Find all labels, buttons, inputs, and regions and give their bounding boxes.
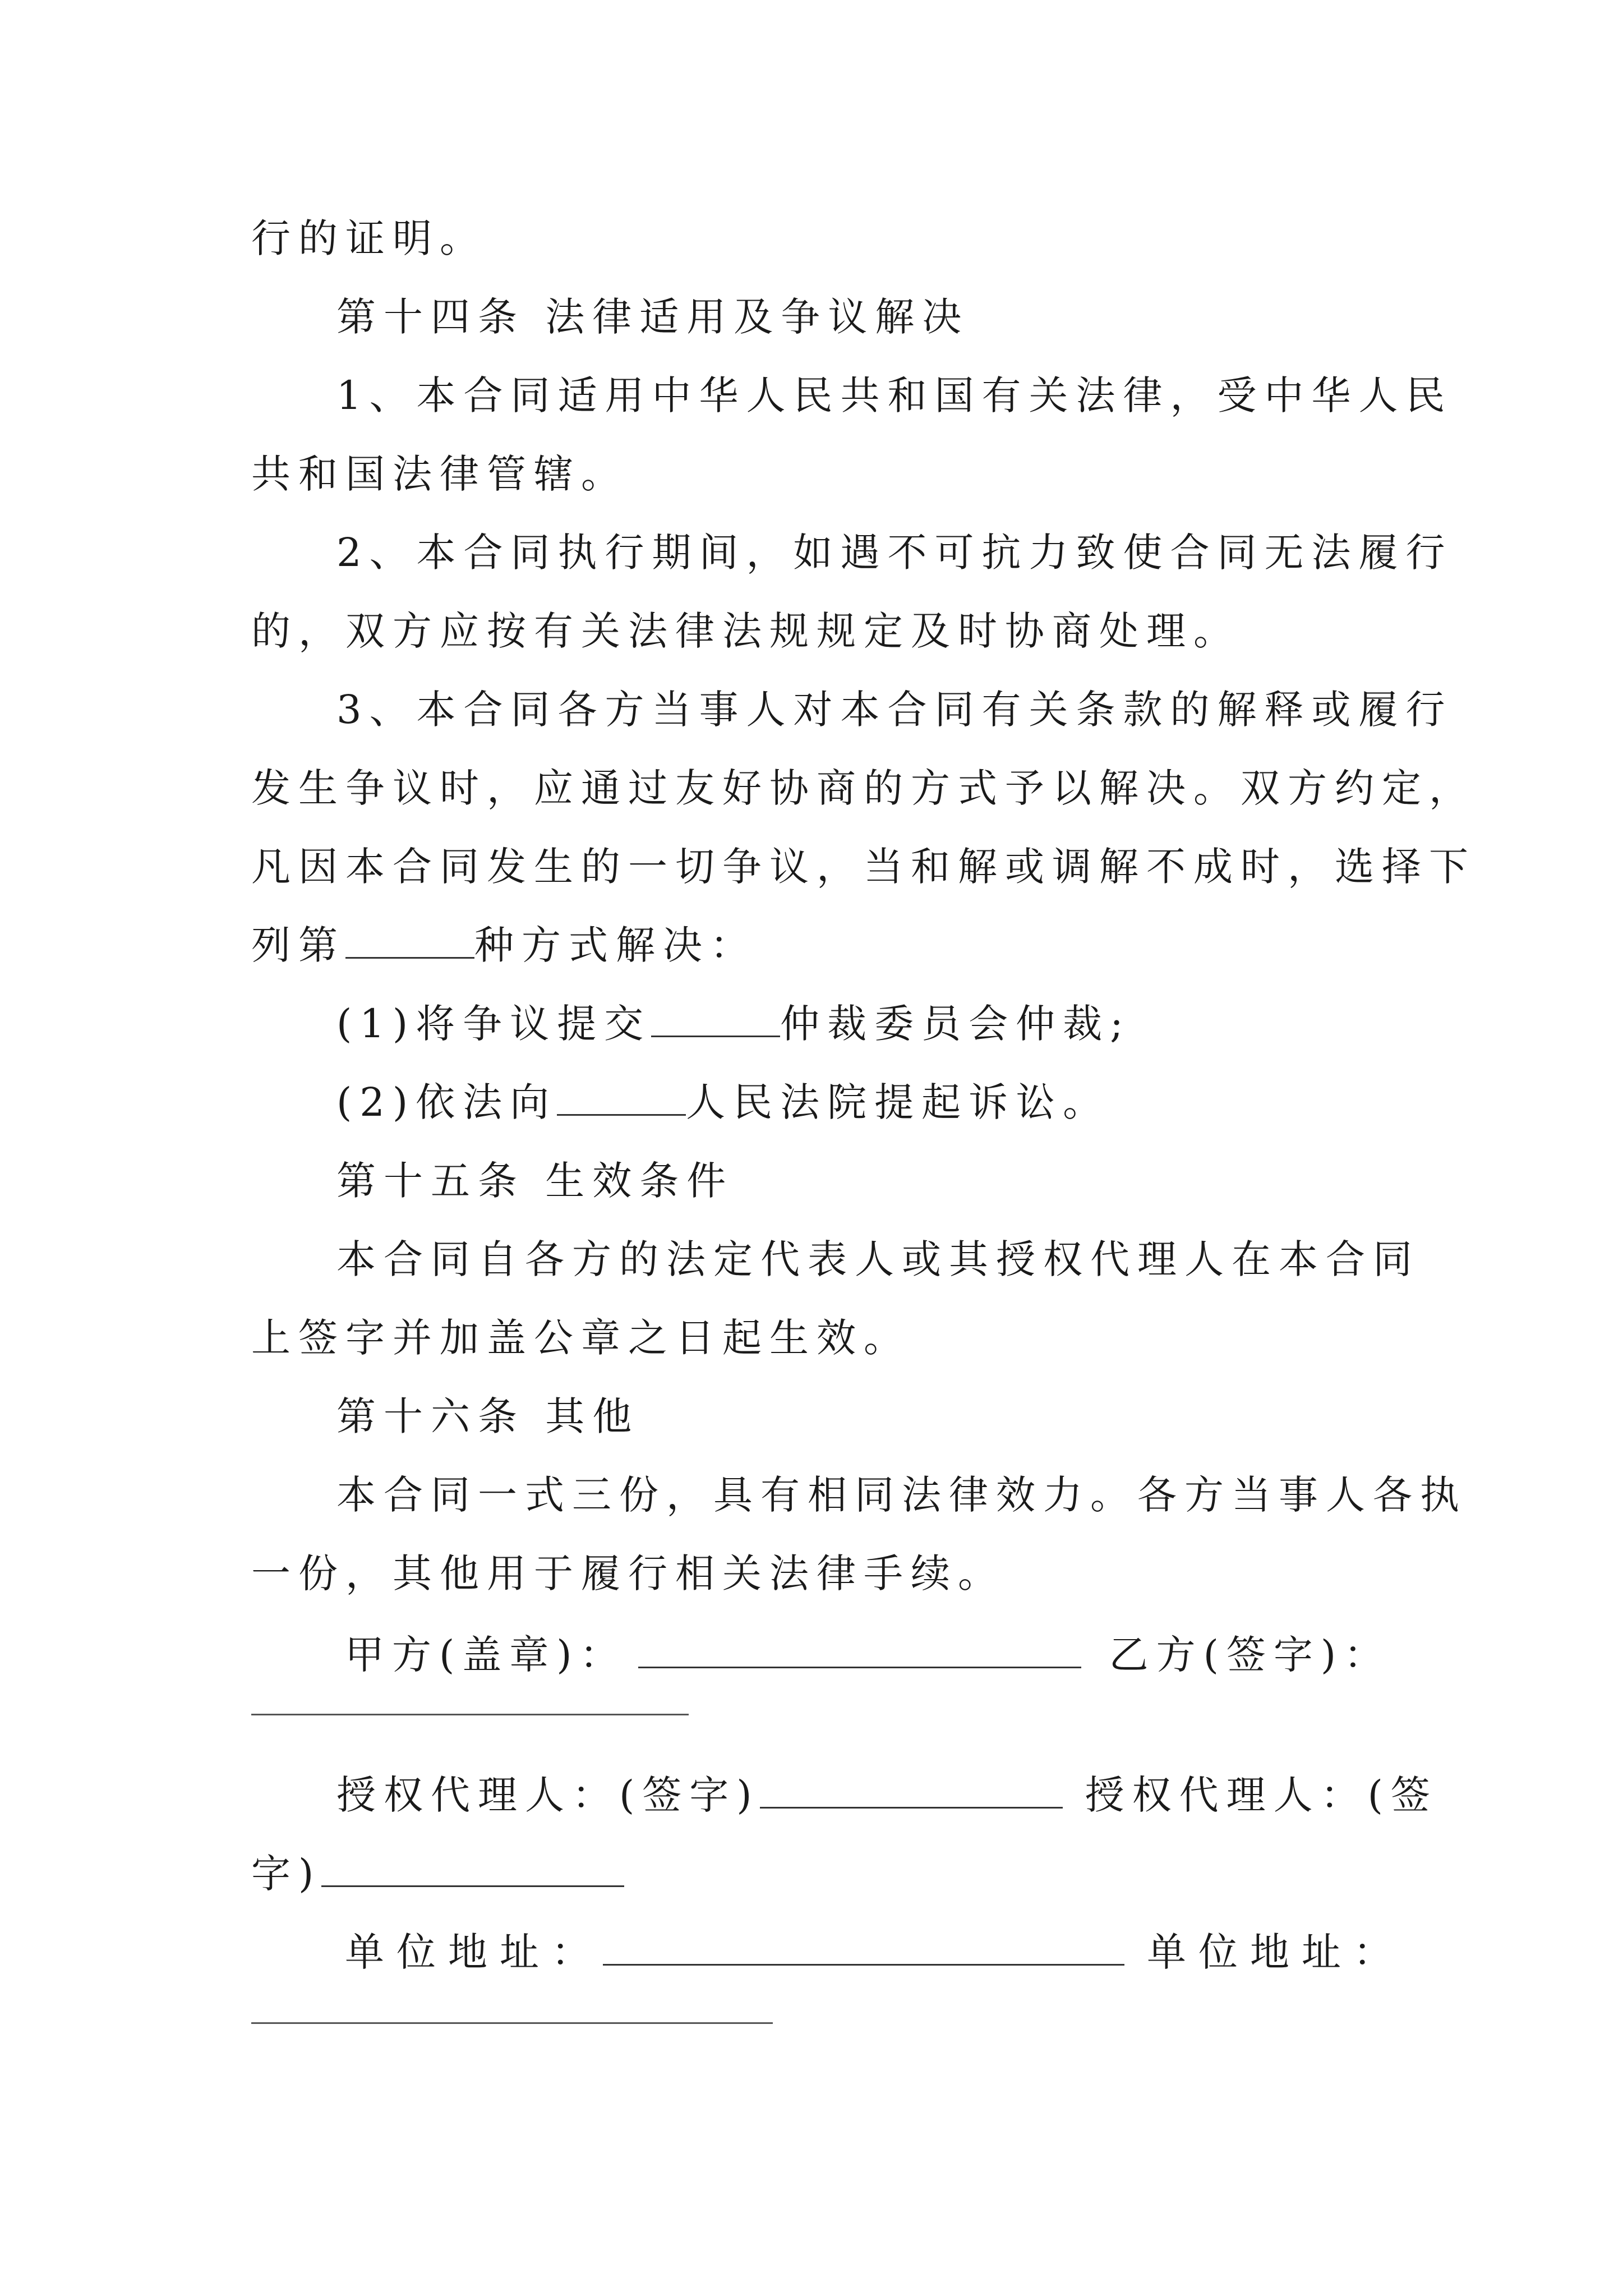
address-b-label: 单位地址： [1147,1929,1405,1975]
paragraph-line: 3、本合同各方当事人对本合同有关条款的解释或履行 [336,687,1453,733]
signature-party-row [345,1616,1391,1694]
article-14-heading: 第十四条 法律适用及争议解决 [336,294,970,340]
agent-b-label-continued: 字) [251,1851,322,1897]
agent-a-signature-blank [760,1775,1063,1809]
address-a-label: 单位地址： [345,1929,603,1975]
blank-underline [557,1083,686,1116]
paragraph-line: 凡因本合同发生的一切争议，当和解或调解不成时，选择下 [251,844,1476,890]
paragraph-line: 行的证明。 [251,215,487,261]
agent-a-label: 授权代理人：(签字) [336,1772,760,1818]
blank-underline [651,1004,780,1037]
option-1-line [336,984,1391,1063]
paragraph-line: 2、本合同执行期间，如遇不可抗力致使合同无法履行 [336,530,1453,576]
blank-underline [345,926,474,959]
agent-row [336,1756,1438,1834]
paragraph-line: 本合同一式三份，具有相同法律效力。各方当事人各执 [336,1472,1467,1518]
option-2-line [336,1063,1391,1142]
article-16-heading: 第十六条 其他 [336,1393,640,1439]
paragraph-line: 1、本合同适用中华人民共和国有关法律，受中华人民 [336,372,1453,418]
address-b-blank [251,2022,773,2024]
party-a-label: 甲方(盖章)： [345,1632,627,1678]
line-text: 列第 [251,922,345,968]
line-text: 种方式解决： [474,922,757,968]
line-text: 仲裁委员会仲裁; [780,1001,1131,1047]
article-15-heading: 第十五条 生效条件 [336,1158,734,1204]
paragraph-line: 本合同自各方的法定代表人或其授权代理人在本合同 [336,1236,1420,1282]
paragraph-line: 的，双方应按有关法律法规规定及时协商处理。 [251,608,1241,654]
paragraph-line: 上签字并加盖公章之日起生效。 [251,1315,911,1361]
agent-b-row-continued [251,1834,1391,1913]
party-b-label: 乙方(签字)： [1109,1632,1391,1678]
paragraph-line-with-blank [251,906,1391,984]
line-text: 人民法院提起诉讼。 [686,1079,1110,1125]
paragraph-line: 共和国法律管辖。 [251,451,628,497]
address-a-blank [603,1932,1124,1966]
line-text: (2)依法向 [336,1079,557,1125]
agent-b-label: 授权代理人：(签 [1085,1772,1438,1818]
agent-b-signature-blank [321,1854,624,1887]
party-b-signature-blank [251,1714,689,1715]
paragraph-line: 一份，其他用于履行相关法律手续。 [251,1550,1005,1596]
paragraph-line: 发生争议时，应通过友好协商的方式予以解决。双方约定， [251,765,1476,811]
address-row [345,1913,1405,1991]
party-a-signature-blank [638,1635,1081,1668]
line-text: (1)将争议提交 [336,1001,652,1047]
